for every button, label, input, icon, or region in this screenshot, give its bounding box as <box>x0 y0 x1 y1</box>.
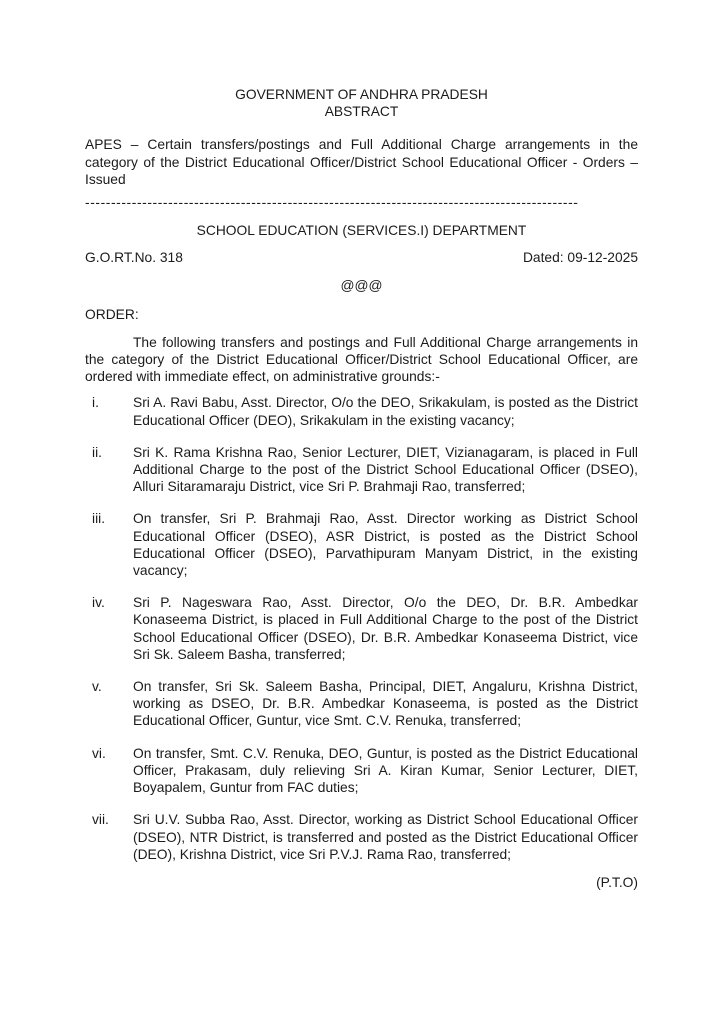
item-text: On transfer, Sri P. Brahmaji Rao, Asst. Director working as District School Educational Officer (DSEO), ASR District, is posted as the District School Educational Officer (DSEO), Parvathipuram Manyam District, in the existing vacancy; <box>133 511 638 579</box>
go-number-row <box>85 249 638 266</box>
government-title: GOVERNMENT OF ANDHRA PRADESH <box>235 87 488 102</box>
item-text: On transfer, Sri Sk. Saleem Basha, Principal, DIET, Angaluru, Krishna District, working as DSEO, Dr. B.R. Ambedkar Konaseema, is posted as the District Educational Officer, Guntur, vice Smt. C.V. Renuka, transferred; <box>133 679 638 729</box>
subject-paragraph: APES – Certain transfers/postings and Full Additional Charge arrangements in the category of the District Educational Officer/District School Educational Officer - Orders – Issued <box>85 137 638 187</box>
order-item <box>85 594 638 663</box>
department-heading: SCHOOL EDUCATION (SERVICES.I) DEPARTMENT <box>196 223 527 239</box>
order-label: ORDER: <box>85 306 139 322</box>
item-number: vii. <box>92 812 109 828</box>
item-number: i. <box>92 395 99 411</box>
item-number: iii. <box>92 511 106 527</box>
item-text: On transfer, Smt. C.V. Renuka, DEO, Guntur, is posted as the District Educational Officer, Prakasam, duly relieving Sri A. Kiran Kumar, Senior Lecturer, DIET, Boyapalem, Guntur from FAC duties; <box>133 745 638 796</box>
section-marks: @@@ <box>340 278 383 294</box>
order-item <box>85 811 638 863</box>
item-number: v. <box>92 679 102 695</box>
item-number: vi. <box>92 745 106 761</box>
item-text: Sri U.V. Subba Rao, Asst. Director, working as District School Educational Officer (DSEO), NTR District, is transferred and posted as the District Educational Officer (DEO), Krishna District, vice Sri P.V.J. Rama Rao, transferred; <box>133 812 638 862</box>
order-intro-paragraph: The following transfers and postings and Full Additional Charge arrangements in the category of the District Educational Officer/District School Educational Officer, are ordered with immediate effect, on administrative grounds:- <box>85 334 638 385</box>
order-items <box>85 394 638 862</box>
order-item <box>85 678 638 730</box>
item-text: Sri A. Ravi Babu, Asst. Director, O/o the DEO, Srikakulam, is posted as the District Educational Officer (DEO), Srikakulam in the existing vacancy; <box>133 395 638 428</box>
order-item <box>85 745 638 797</box>
go-number: G.O.RT.No. 318 <box>85 250 183 266</box>
order-item <box>85 394 638 428</box>
item-number: ii. <box>92 444 102 460</box>
item-text: Sri P. Nageswara Rao, Asst. Director, O/o the DEO, Dr. B.R. Ambedkar Konaseema District, is placed in Full Additional Charge to the post of the District School Educational Officer (DSEO), Dr. B.R. Ambedkar Konaseema District, vice Sri Sk. Saleem Basha, transferred; <box>133 595 638 662</box>
abstract-label: ABSTRACT <box>324 104 399 120</box>
order-item <box>85 444 638 496</box>
pto-label: (P.T.O) <box>596 874 638 890</box>
order-item <box>85 510 638 579</box>
dated-label: Dated: 09-12-2025 <box>522 250 638 266</box>
item-number: iv. <box>92 595 105 611</box>
document-header <box>85 86 638 120</box>
item-text: Sri K. Rama Krishna Rao, Senior Lecturer, DIET, Vizianagaram, is placed in Full Additional Charge to the post of the District School Educational Officer (DSEO), Alluri Sitaramaraju District, vice Sri P. Brahmaji Rao, transferred; <box>133 444 638 495</box>
separator-line: ----------------------------------------------------------------------------------------------- <box>85 196 579 211</box>
